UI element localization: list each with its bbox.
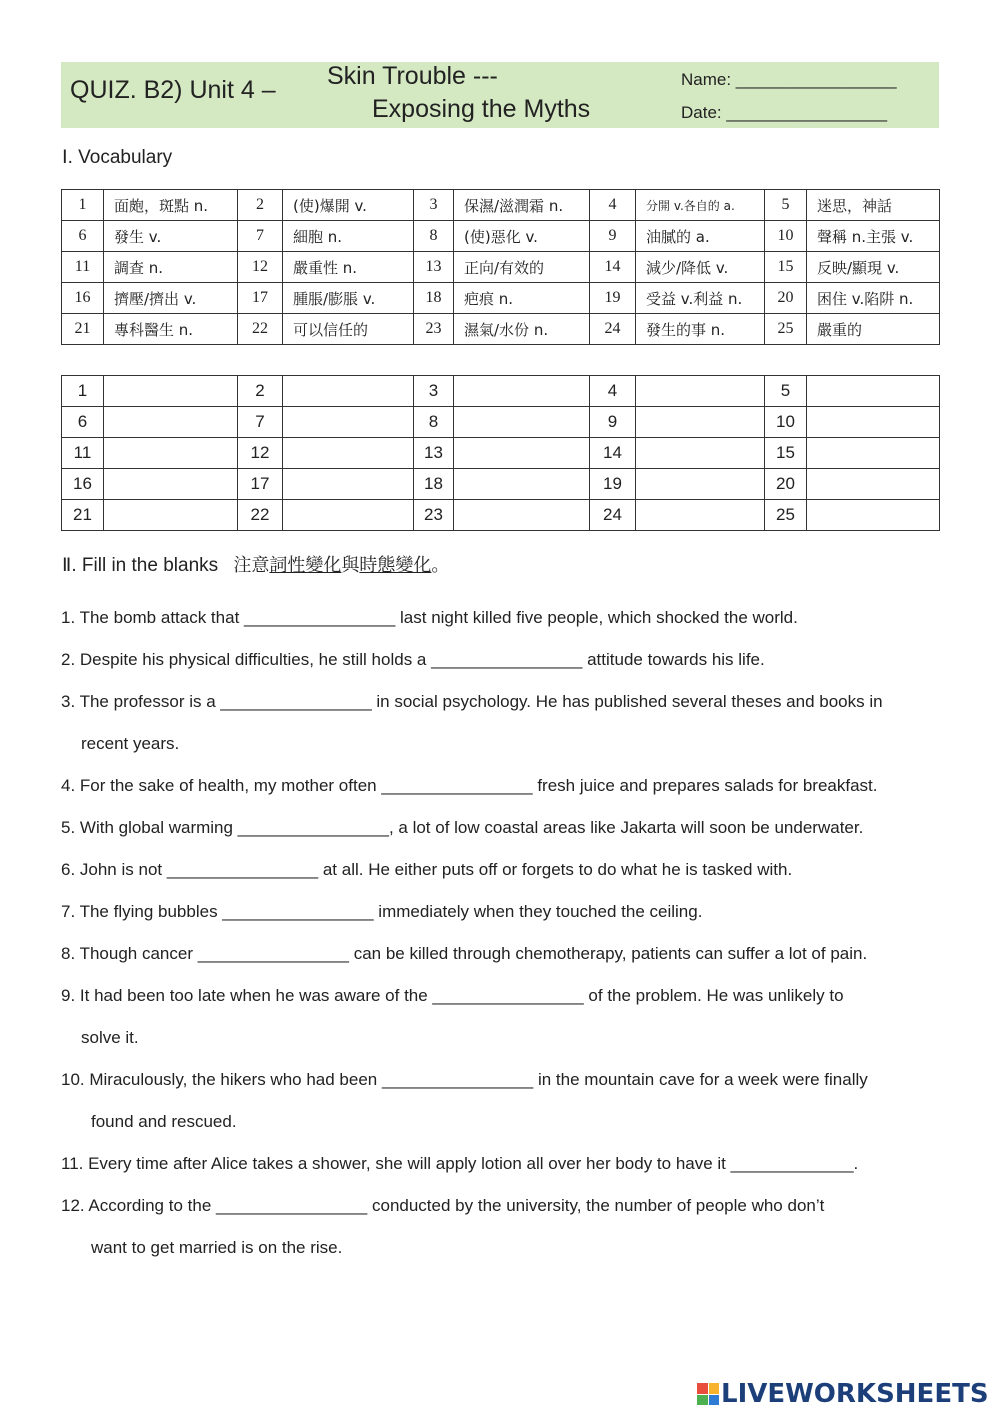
vocab-definition: 保濕/滋潤霜 n.	[454, 190, 590, 221]
question-9-continued: solve it.	[81, 1028, 139, 1047]
answer-input-cell[interactable]	[104, 407, 238, 438]
vocab-definition: 腫脹/膨脹 v.	[283, 283, 414, 314]
answer-row	[62, 438, 940, 469]
answer-input-cell[interactable]	[636, 376, 765, 407]
vocab-row	[62, 190, 940, 221]
logo-icon	[697, 1383, 719, 1405]
question-10[interactable]: 10. Miraculously, the hikers who had been ________________ in the mountain cave for a week were finally	[61, 1070, 868, 1089]
answer-number: 8	[414, 407, 454, 438]
question-1[interactable]: 1. The bomb attack that ________________ last night killed five people, which shocked the world.	[61, 608, 798, 627]
answer-number: 21	[62, 500, 104, 531]
answer-row	[62, 500, 940, 531]
vocab-definition: 細胞 n.	[283, 221, 414, 252]
vocab-definition: (使)惡化 v.	[454, 221, 590, 252]
question-8[interactable]: 8. Though cancer ________________ can be killed through chemotherapy, patients can suffer a lot of pain.	[61, 944, 868, 963]
answer-number: 17	[238, 469, 283, 500]
vocab-row	[62, 314, 940, 345]
answer-input-cell[interactable]	[454, 500, 590, 531]
note-part-d: 時態變化	[359, 555, 432, 576]
answer-input-cell[interactable]	[283, 376, 414, 407]
vocab-row	[62, 283, 940, 314]
vocab-number: 3	[414, 190, 454, 221]
quiz-header	[61, 62, 939, 128]
answer-number: 11	[62, 438, 104, 469]
question-9[interactable]: 9. It had been too late when he was aware of the ________________ of the problem. He was unlikely to	[61, 986, 844, 1005]
vocab-definition: 面皰，斑點 n.	[104, 190, 238, 221]
vocab-definition: (使)爆開 v.	[283, 190, 414, 221]
note-part-b: 詞性變化	[269, 555, 342, 576]
answer-number: 4	[590, 376, 636, 407]
note-part-a: 注意	[233, 555, 270, 576]
answer-number: 14	[590, 438, 636, 469]
answer-input-cell[interactable]	[807, 500, 940, 531]
note-part-e: 。	[431, 555, 450, 576]
section-fill-blanks-note	[233, 555, 449, 576]
answer-number: 10	[765, 407, 807, 438]
logo-text: LIVEWORKSHEETS	[721, 1379, 989, 1409]
answer-input-cell[interactable]	[104, 438, 238, 469]
vocab-definition: 專科醫生 n.	[104, 314, 238, 345]
date-field[interactable]: Date: _________________	[681, 103, 888, 122]
vocab-number: 14	[590, 252, 636, 283]
vocab-definition: 濕氣/水份 n.	[454, 314, 590, 345]
vocab-number: 2	[238, 190, 283, 221]
answer-number: 1	[62, 376, 104, 407]
vocab-number: 16	[62, 283, 104, 314]
title-line-2: Exposing the Myths	[372, 95, 591, 123]
answer-number: 24	[590, 500, 636, 531]
vocab-definition: 調查 n.	[104, 252, 238, 283]
vocab-definition: 嚴重性 n.	[283, 252, 414, 283]
answer-input-cell[interactable]	[283, 407, 414, 438]
question-5[interactable]: 5. With global warming ________________, a lot of low coastal areas like Jakarta will soon be underwater.	[61, 818, 864, 837]
vocab-number: 20	[765, 283, 807, 314]
answer-number: 16	[62, 469, 104, 500]
answer-input-cell[interactable]	[636, 500, 765, 531]
section-vocabulary-title: Ⅰ. Vocabulary	[62, 147, 173, 168]
answer-number: 9	[590, 407, 636, 438]
name-field[interactable]: Name: _________________	[681, 70, 897, 89]
answer-input-cell[interactable]	[636, 438, 765, 469]
vocab-definition: 可以信任的	[283, 314, 414, 345]
question-6[interactable]: 6. John is not ________________ at all. He either puts off or forgets to do what he is tasked with.	[61, 860, 793, 879]
vocab-number: 9	[590, 221, 636, 252]
note-part-c: 與	[341, 555, 360, 576]
vocab-number: 7	[238, 221, 283, 252]
answer-number: 22	[238, 500, 283, 531]
vocabulary-table	[61, 189, 940, 345]
vocab-number: 10	[765, 221, 807, 252]
question-3[interactable]: 3. The professor is a ________________ in social psychology. He has published several theses and books in	[61, 692, 883, 711]
vocab-definition: 反映/顯現 v.	[807, 252, 940, 283]
answer-input-cell[interactable]	[104, 376, 238, 407]
liveworksheets-logo	[697, 1379, 989, 1409]
answer-number: 25	[765, 500, 807, 531]
vocab-row	[62, 221, 940, 252]
vocab-number: 24	[590, 314, 636, 345]
title-line-1: Skin Trouble ---	[327, 62, 498, 90]
answer-number: 12	[238, 438, 283, 469]
answer-number: 6	[62, 407, 104, 438]
vocab-definition: 受益 v.利益 n.	[636, 283, 765, 314]
quiz-label: QUIZ. B2) Unit 4 –	[70, 76, 276, 104]
answer-input-cell[interactable]	[283, 438, 414, 469]
answer-input-cell[interactable]	[807, 376, 940, 407]
answer-input-cell[interactable]	[807, 438, 940, 469]
answer-row	[62, 407, 940, 438]
vocab-definition: 發生的事 n.	[636, 314, 765, 345]
question-10-continued: found and rescued.	[91, 1112, 237, 1131]
answer-number: 15	[765, 438, 807, 469]
vocab-definition: 擠壓/擠出 v.	[104, 283, 238, 314]
vocab-definition: 迷思，神話	[807, 190, 940, 221]
section-fill-blanks-title	[62, 551, 449, 577]
answer-table	[61, 375, 940, 531]
question-2[interactable]: 2. Despite his physical difficulties, he still holds a ________________ attitude towards his life.	[61, 650, 765, 669]
vocab-definition: 正向/有效的	[454, 252, 590, 283]
answer-number: 19	[590, 469, 636, 500]
section-fill-blanks-label: Ⅱ. Fill in the blanks	[62, 555, 219, 576]
question-3-continued: recent years.	[81, 734, 180, 753]
vocab-number: 25	[765, 314, 807, 345]
vocab-number: 11	[62, 252, 104, 283]
vocab-number: 12	[238, 252, 283, 283]
vocab-number: 18	[414, 283, 454, 314]
answer-input-cell[interactable]	[807, 407, 940, 438]
answer-input-cell[interactable]	[104, 500, 238, 531]
vocab-definition: 分開 v.各自的 a.	[636, 190, 765, 221]
answer-input-cell[interactable]	[636, 407, 765, 438]
answer-row	[62, 376, 940, 407]
answer-input-cell[interactable]	[454, 376, 590, 407]
answer-number: 7	[238, 407, 283, 438]
vocab-definition: 發生 v.	[104, 221, 238, 252]
answer-input-cell[interactable]	[104, 469, 238, 500]
vocab-definition: 疤痕 n.	[454, 283, 590, 314]
answer-number: 3	[414, 376, 454, 407]
answer-input-cell[interactable]	[283, 500, 414, 531]
vocab-number: 23	[414, 314, 454, 345]
vocab-number: 15	[765, 252, 807, 283]
vocab-definition: 嚴重的	[807, 314, 940, 345]
vocab-number: 4	[590, 190, 636, 221]
answer-number: 20	[765, 469, 807, 500]
question-11[interactable]: 11. Every time after Alice takes a shower, she will apply lotion all over her body to have it _____________.	[61, 1154, 859, 1173]
answer-input-cell[interactable]	[636, 469, 765, 500]
answer-input-cell[interactable]	[283, 469, 414, 500]
vocab-number: 22	[238, 314, 283, 345]
vocab-number: 5	[765, 190, 807, 221]
answer-input-cell[interactable]	[454, 469, 590, 500]
vocab-number: 19	[590, 283, 636, 314]
answer-number: 23	[414, 500, 454, 531]
answer-input-cell[interactable]	[807, 469, 940, 500]
answer-number: 2	[238, 376, 283, 407]
answer-number: 5	[765, 376, 807, 407]
question-7[interactable]: 7. The flying bubbles ________________ immediately when they touched the ceiling.	[61, 902, 703, 921]
vocab-definition: 油膩的 a.	[636, 221, 765, 252]
vocab-number: 8	[414, 221, 454, 252]
answer-row	[62, 469, 940, 500]
answer-input-cell[interactable]	[454, 407, 590, 438]
vocab-row	[62, 252, 940, 283]
question-12[interactable]: 12. According to the ________________ conducted by the university, the number of people who don’t	[61, 1196, 825, 1215]
vocab-number: 6	[62, 221, 104, 252]
answer-input-cell[interactable]	[454, 438, 590, 469]
question-12-continued: want to get married is on the rise.	[91, 1238, 343, 1257]
question-4[interactable]: 4. For the sake of health, my mother often ________________ fresh juice and prepares salads for breakfast.	[61, 776, 878, 795]
vocab-number: 13	[414, 252, 454, 283]
answer-number: 13	[414, 438, 454, 469]
vocab-definition: 困住 v.陷阱 n.	[807, 283, 940, 314]
answer-number: 18	[414, 469, 454, 500]
vocab-definition: 聲稱 n.主張 v.	[807, 221, 940, 252]
vocab-definition: 減少/降低 v.	[636, 252, 765, 283]
vocab-number: 21	[62, 314, 104, 345]
vocab-number: 17	[238, 283, 283, 314]
vocab-number: 1	[62, 190, 104, 221]
